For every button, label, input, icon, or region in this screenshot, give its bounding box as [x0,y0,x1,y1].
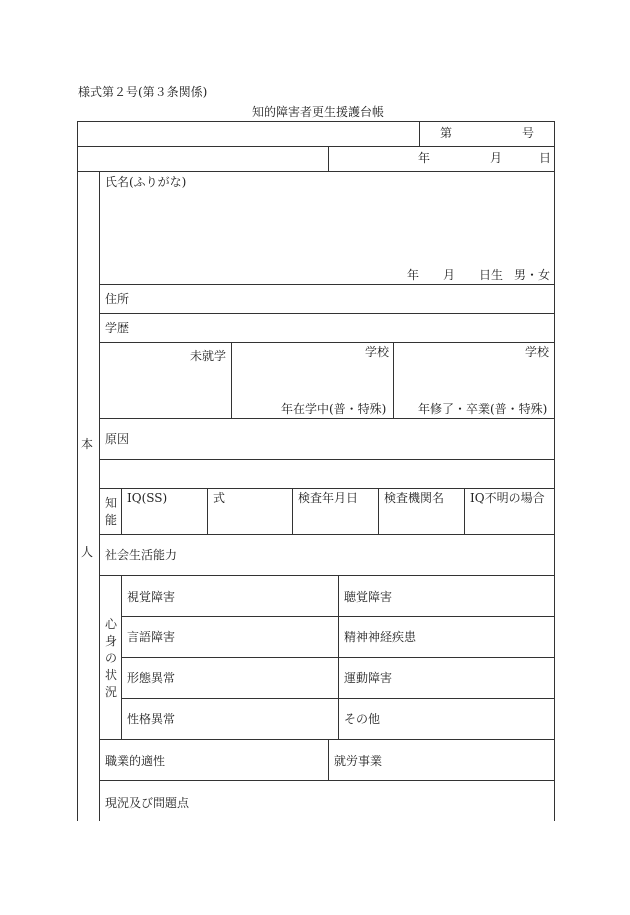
row-line [99,459,554,460]
completed-status: 年修了・卒業(普・特殊) [418,402,548,416]
form-title: 知的障害者更生援護台帳 [252,105,385,119]
address-label: 住所 [105,292,130,306]
row-line [99,575,554,576]
not-enrolled: 未就学 [190,349,227,363]
speech-impairment: 言語障害 [127,630,176,644]
hearing-impairment: 聴覚障害 [344,590,393,604]
row-line [99,739,554,740]
table-border-right [554,121,555,821]
table-border-top [77,121,555,122]
side-column-line [99,171,100,821]
employment-business-label: 就労事業 [334,754,383,768]
col-line [121,575,122,739]
birth-year: 年 [407,268,420,282]
row-line [99,780,554,781]
col-line [378,488,379,534]
col-line [292,488,293,534]
visual-impairment: 視覚障害 [127,590,176,604]
date-year: 年 [418,151,431,165]
date-day: 日 [539,151,552,165]
enrolled-status: 年在学中(普・特殊) [281,402,387,416]
col-line [464,488,465,534]
col-line [419,121,420,146]
intelligence-side-label: 知能 [104,496,117,527]
col-iq-unknown: IQ不明の場合 [470,491,545,505]
row-line [99,313,554,314]
col-line [121,488,122,534]
other-condition: その他 [344,712,381,726]
row-line [99,488,554,489]
mind-body-side-label: 心身の状況 [104,617,117,699]
social-ability-label: 社会生活能力 [105,548,178,562]
col-line [338,575,339,739]
date-month: 月 [490,151,503,165]
row-line [77,171,555,172]
col-iq: IQ(SS) [127,491,168,505]
col-formula: 式 [213,491,226,505]
school-2: 学校 [525,345,550,359]
side-label-hon: 本 [81,437,94,451]
col-line [328,739,329,780]
row-line [99,534,554,535]
school-1: 学校 [365,345,390,359]
col-test-date: 検査年月日 [298,491,359,505]
neuro-psych-disorder: 精神神経疾患 [344,630,417,644]
side-label-nin: 人 [81,545,94,559]
col-line [328,146,329,171]
name-label: 氏名(ふりがな) [105,175,187,189]
col-line [207,488,208,534]
row-line [99,342,554,343]
motor-impairment: 運動障害 [344,671,393,685]
morphological-abnormality: 形態異常 [127,671,176,685]
cause-label: 原因 [105,432,130,446]
current-issues-label: 現況及び問題点 [105,796,190,810]
form-style-label: 様式第２号(第３条関係) [78,85,208,99]
education-label: 学歴 [105,321,130,335]
table-border-left [77,121,78,821]
number-dai: 第 [440,126,453,140]
birth-month: 月 [443,268,456,282]
col-line [231,342,232,418]
birth-day: 日生 [479,268,504,282]
gender: 男・女 [514,268,551,282]
row-line [77,146,555,147]
row-line [99,284,554,285]
col-institution: 検査機関名 [384,491,445,505]
row-line [99,418,554,419]
personality-abnormality: 性格異常 [127,712,176,726]
number-go: 号 [522,126,535,140]
col-line [393,342,394,418]
vocational-aptitude-label: 職業的適性 [105,754,166,768]
